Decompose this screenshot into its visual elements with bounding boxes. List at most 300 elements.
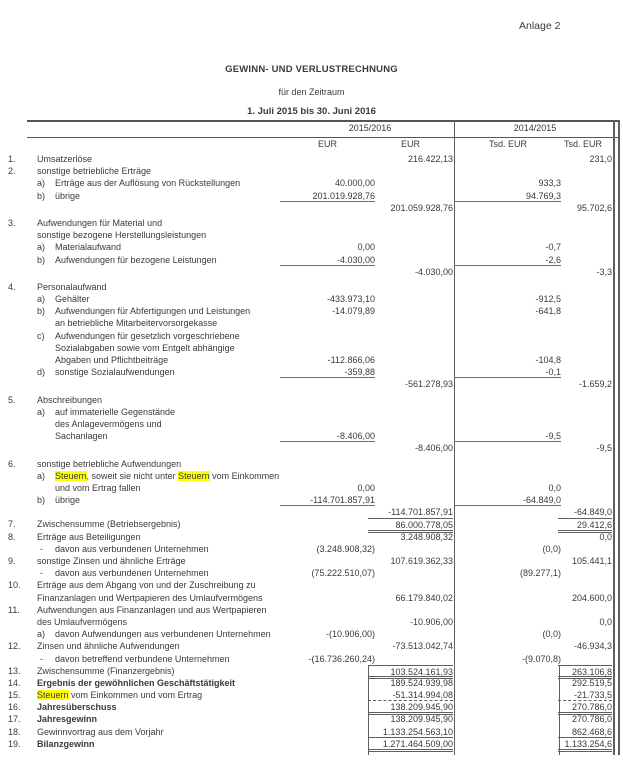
amount-col3: -0,7 bbox=[545, 242, 561, 253]
amount-col1 bbox=[280, 677, 375, 689]
amount-col2: -73.513.042,74 bbox=[392, 641, 453, 652]
item-label: Aufwendungen für bezogene Leistungen bbox=[55, 254, 217, 265]
amount-col2 bbox=[368, 470, 453, 482]
item-letter-marker: b) bbox=[37, 495, 46, 506]
item-label: und vom Ertrag fallen bbox=[55, 482, 141, 493]
amount-col1: -14.079,89 bbox=[331, 306, 375, 317]
statement-row bbox=[0, 482, 623, 494]
amount-col4 bbox=[558, 628, 612, 640]
item-number: 2. bbox=[8, 166, 16, 177]
amount-col2: 103.524.161,93 bbox=[368, 665, 453, 677]
amount-col4 bbox=[558, 229, 612, 241]
amount-col2 bbox=[368, 653, 453, 665]
amount-col1 bbox=[280, 689, 375, 701]
amount-col1 bbox=[280, 738, 375, 750]
amount-col4 bbox=[558, 430, 612, 442]
item-label: Gewinnvortrag aus dem Vorjahr bbox=[37, 726, 164, 737]
item-number: 16. bbox=[8, 702, 21, 713]
amount-col2 bbox=[368, 177, 453, 189]
item-label: des Umlaufvermögens bbox=[37, 616, 128, 627]
amount-col2 bbox=[368, 317, 453, 329]
item-number: 4. bbox=[8, 281, 16, 292]
amount-col4 bbox=[558, 579, 612, 591]
amount-col1 bbox=[280, 330, 375, 342]
statement-row bbox=[0, 217, 623, 229]
amount-col4 bbox=[558, 330, 612, 342]
item-letter-marker: b) bbox=[37, 254, 46, 265]
unit-label-eur-1: EUR bbox=[317, 139, 337, 149]
item-number: 6. bbox=[8, 458, 16, 469]
amount-col2 bbox=[368, 281, 453, 293]
amount-col4: 292.519,5 bbox=[571, 677, 612, 688]
amount-col2: -10.906,00 bbox=[409, 616, 453, 627]
amount-col1: -8.406,00 bbox=[280, 430, 375, 442]
statement-row bbox=[0, 254, 623, 266]
amount-col3 bbox=[455, 726, 561, 738]
statement-row bbox=[0, 604, 623, 616]
statement-row bbox=[0, 394, 623, 406]
amount-col2 bbox=[368, 418, 453, 430]
item-number: 11. bbox=[8, 604, 20, 615]
amount-col4 bbox=[558, 604, 612, 616]
amount-col2: 86.000.778,05 bbox=[368, 518, 453, 530]
amount-col2 bbox=[368, 628, 453, 640]
item-label: sonstige bezogene Herstellungsleistungen bbox=[37, 230, 207, 241]
statement-row bbox=[0, 701, 623, 713]
amount-col4: -3,3 bbox=[596, 266, 612, 277]
statement-row bbox=[0, 567, 623, 579]
amount-col1: -(16.736.260,24) bbox=[308, 653, 375, 664]
amount-col2 bbox=[368, 406, 453, 418]
amount-col4 bbox=[558, 190, 612, 202]
item-letter-marker: a) bbox=[37, 178, 46, 189]
item-label: Sozialabgaben sowie vom Entgelt abhängige bbox=[55, 342, 235, 353]
item-label: Aufwendungen für gesetzlich vorgeschriebene bbox=[55, 330, 240, 341]
amount-col3 bbox=[455, 202, 561, 214]
column-divider-line bbox=[454, 120, 455, 755]
amount-col1 bbox=[280, 555, 375, 567]
amount-col1 bbox=[280, 531, 375, 543]
item-number: 8. bbox=[8, 531, 16, 542]
amount-col3 bbox=[455, 229, 561, 241]
item-letter-marker: a) bbox=[37, 242, 46, 253]
amount-col4: -21.733,5 bbox=[558, 689, 612, 701]
amount-col4 bbox=[558, 217, 612, 229]
amount-col1 bbox=[280, 153, 375, 165]
amount-col1 bbox=[280, 701, 375, 713]
amount-col1 bbox=[280, 579, 375, 591]
statement-row bbox=[0, 543, 623, 555]
table-top-rule bbox=[27, 120, 618, 122]
statement-row bbox=[0, 241, 623, 253]
item-number: 1. bbox=[8, 154, 16, 164]
amount-col2: 1.133.254.563,10 bbox=[368, 726, 453, 738]
amount-col4 bbox=[558, 281, 612, 293]
amount-col3 bbox=[455, 689, 561, 701]
item-label: sonstige betriebliche Erträge bbox=[37, 166, 152, 177]
amount-col2: 201.059.928,76 bbox=[390, 202, 453, 213]
item-label: an betriebliche Mitarbeitervorsorgekasse bbox=[55, 318, 218, 329]
amount-col4: 263.106,8 bbox=[558, 665, 612, 677]
amount-col2: 138.209.945,90 bbox=[368, 701, 453, 713]
amount-col2 bbox=[368, 604, 453, 616]
amount-col4 bbox=[558, 543, 612, 555]
amount-col3: -0,1 bbox=[455, 366, 561, 378]
amount-col3 bbox=[455, 592, 561, 604]
amount-col1 bbox=[280, 592, 375, 604]
item-label: Bilanzgewinn bbox=[37, 738, 95, 749]
item-number: 12. bbox=[8, 641, 21, 652]
amount-col4: -9,5 bbox=[596, 443, 612, 454]
amount-col4 bbox=[558, 293, 612, 305]
amount-col2: 138.209.945,90 bbox=[390, 714, 453, 725]
amount-col3 bbox=[455, 330, 561, 342]
unit-label-tsd-eur-1: Tsd. EUR bbox=[488, 139, 527, 149]
amount-col2 bbox=[368, 217, 453, 229]
item-number: 18. bbox=[8, 726, 21, 737]
amount-col3 bbox=[455, 506, 561, 518]
amount-col1: 0,00 bbox=[357, 242, 375, 253]
amount-col3 bbox=[455, 604, 561, 616]
statement-row bbox=[0, 266, 623, 278]
statement-row bbox=[0, 442, 623, 454]
amount-col4 bbox=[558, 354, 612, 366]
item-label: sonstige Sozialaufwendungen bbox=[55, 367, 175, 378]
item-label: sonstige Zinsen und ähnliche Erträge bbox=[37, 556, 186, 566]
amount-col1 bbox=[280, 281, 375, 293]
item-label: Steuern vom Einkommen und vom Ertrag bbox=[37, 690, 203, 701]
amount-col2 bbox=[368, 567, 453, 579]
statement-row bbox=[0, 555, 623, 567]
amount-col3: -2,6 bbox=[455, 254, 561, 266]
item-label: Aufwendungen für Abfertigungen und Leistungen bbox=[55, 306, 251, 317]
unit-label-tsd-eur-2: Tsd. EUR bbox=[563, 139, 602, 149]
amount-col3 bbox=[455, 418, 561, 430]
amount-col1 bbox=[280, 640, 375, 652]
amount-col1 bbox=[280, 266, 375, 278]
item-number: 9. bbox=[8, 556, 16, 566]
item-letter-marker: a) bbox=[37, 294, 46, 305]
amount-col3 bbox=[455, 531, 561, 543]
amount-col2 bbox=[368, 241, 453, 253]
davon-dash-marker: - bbox=[40, 568, 43, 579]
statement-row bbox=[0, 470, 623, 482]
amount-col3 bbox=[455, 713, 561, 725]
amount-col4: 862.468,6 bbox=[558, 726, 612, 738]
amount-col2 bbox=[368, 254, 453, 266]
amount-col1 bbox=[280, 470, 375, 482]
amount-col3: (0,0) bbox=[542, 629, 561, 640]
column-group-prior-year: 2014/2015 bbox=[513, 123, 557, 133]
item-label: Jahresüberschuss bbox=[37, 702, 117, 713]
statement-row bbox=[0, 628, 623, 640]
statement-row bbox=[0, 153, 623, 165]
amount-col1: -114.701.857,91 bbox=[280, 494, 375, 506]
amount-col3 bbox=[455, 378, 561, 390]
item-label: Ergebnis der gewöhnlichen Geschäftstätigkeit bbox=[37, 677, 236, 688]
amount-col3 bbox=[455, 665, 561, 677]
statement-row bbox=[0, 305, 623, 317]
amount-col3 bbox=[455, 317, 561, 329]
amount-col4 bbox=[558, 567, 612, 579]
amount-col2 bbox=[368, 482, 453, 494]
statement-rows bbox=[0, 153, 623, 750]
amount-col1 bbox=[280, 442, 375, 454]
item-label: davon betreffend verbundene Unternehmen bbox=[55, 653, 230, 664]
statement-row bbox=[0, 506, 623, 518]
amount-col4 bbox=[558, 366, 612, 378]
amount-col1 bbox=[280, 665, 375, 677]
period-intro: für den Zeitraum bbox=[278, 87, 345, 97]
amount-col4: -64.849,0 bbox=[573, 507, 612, 518]
amount-col2 bbox=[368, 354, 453, 366]
amount-col4: 204.600,0 bbox=[571, 592, 612, 603]
item-label: Erträge aus Beteiligungen bbox=[37, 531, 141, 542]
amount-col4 bbox=[558, 406, 612, 418]
amount-col1 bbox=[280, 713, 375, 725]
amount-col2 bbox=[368, 494, 453, 506]
amount-col4 bbox=[558, 342, 612, 354]
amount-col3: 94.769,3 bbox=[455, 190, 561, 202]
statement-row bbox=[0, 430, 623, 442]
amount-col2: 3.248.908,32 bbox=[400, 531, 453, 542]
amount-col1: 201.019.928,76 bbox=[280, 190, 375, 202]
amount-col1: (75.222.510,07) bbox=[311, 568, 375, 579]
amount-col2 bbox=[368, 229, 453, 241]
amount-col4 bbox=[558, 458, 612, 470]
amount-col4: 270.786,0 bbox=[571, 714, 612, 725]
amount-col1: -359,88 bbox=[280, 366, 375, 378]
amount-col3 bbox=[455, 579, 561, 591]
amount-col3 bbox=[455, 165, 561, 177]
amount-col3 bbox=[455, 342, 561, 354]
amount-col3 bbox=[455, 266, 561, 278]
amount-col1: -112.866,06 bbox=[327, 355, 375, 365]
statement-row bbox=[0, 531, 623, 543]
amount-col3 bbox=[455, 470, 561, 482]
right-border-inner-line bbox=[613, 120, 615, 755]
statement-row bbox=[0, 293, 623, 305]
amount-col2 bbox=[368, 342, 453, 354]
amount-col2 bbox=[368, 394, 453, 406]
amount-col3 bbox=[455, 555, 561, 567]
statement-row bbox=[0, 726, 623, 738]
amount-col3 bbox=[455, 406, 561, 418]
amount-col2 bbox=[368, 305, 453, 317]
statement-row bbox=[0, 229, 623, 241]
item-label: übrige bbox=[55, 495, 81, 506]
item-letter-marker: b) bbox=[37, 306, 46, 317]
statement-row bbox=[0, 579, 623, 591]
summary-box-left-line-tsd bbox=[559, 665, 560, 755]
amount-col3 bbox=[455, 616, 561, 628]
amount-col4: 95.702,6 bbox=[576, 202, 612, 213]
amount-col4: 270.786,0 bbox=[558, 701, 612, 713]
statement-row bbox=[0, 366, 623, 378]
amount-col4 bbox=[558, 177, 612, 189]
amount-col1: -(10.906,00) bbox=[325, 629, 375, 640]
item-label: Personalaufwand bbox=[37, 281, 107, 292]
item-letter-marker: c) bbox=[37, 330, 45, 341]
amount-col2 bbox=[368, 579, 453, 591]
amount-col2: -51.314.994,08 bbox=[368, 689, 453, 701]
amount-col3 bbox=[455, 677, 561, 689]
amount-col4: -1.659,2 bbox=[578, 379, 612, 390]
amount-col3 bbox=[455, 153, 561, 165]
amount-col2 bbox=[368, 430, 453, 442]
amount-col3 bbox=[455, 640, 561, 652]
amount-col1: (3.248.908,32) bbox=[316, 543, 375, 554]
amount-col2: -114.701.857,91 bbox=[388, 507, 453, 518]
amount-col1 bbox=[280, 378, 375, 390]
amount-col4: 1.133.254,6 bbox=[558, 738, 612, 750]
amount-col4: -46.934,3 bbox=[573, 641, 612, 652]
item-label: übrige bbox=[55, 190, 81, 201]
item-label: sonstige betriebliche Aufwendungen bbox=[37, 458, 182, 469]
amount-col2: -4.030,00 bbox=[414, 266, 453, 277]
amount-col3: -(9.070,8) bbox=[521, 653, 561, 664]
item-number: 3. bbox=[8, 217, 16, 228]
statement-row bbox=[0, 190, 623, 202]
davon-dash-marker: - bbox=[40, 653, 43, 664]
amount-col3 bbox=[455, 518, 561, 530]
amount-col3: (0,0) bbox=[542, 543, 561, 554]
item-label: Gehälter bbox=[55, 294, 90, 305]
item-number: 14. bbox=[8, 677, 21, 688]
amount-col3 bbox=[455, 701, 561, 713]
amount-col2 bbox=[368, 458, 453, 470]
statement-row bbox=[0, 354, 623, 366]
statement-row bbox=[0, 518, 623, 530]
item-label: Sachanlagen bbox=[55, 431, 108, 442]
amount-col1 bbox=[280, 342, 375, 354]
amount-col1 bbox=[280, 202, 375, 214]
amount-col1: 40.000,00 bbox=[334, 178, 375, 189]
statement-row bbox=[0, 458, 623, 470]
amount-col1 bbox=[280, 506, 375, 518]
amount-col1 bbox=[280, 604, 375, 616]
document-title: GEWINN- UND VERLUSTRECHNUNG bbox=[225, 64, 398, 75]
davon-dash-marker: - bbox=[40, 543, 43, 554]
amount-col1: -433.973,10 bbox=[326, 294, 375, 305]
amount-col4 bbox=[558, 165, 612, 177]
amount-col2 bbox=[368, 293, 453, 305]
statement-row bbox=[0, 317, 623, 329]
statement-row bbox=[0, 165, 623, 177]
statement-row bbox=[0, 713, 623, 725]
amount-col3: 0,0 bbox=[548, 482, 561, 493]
amount-col4 bbox=[558, 482, 612, 494]
item-letter-marker: a) bbox=[37, 470, 46, 481]
highlighted-term: Steuern bbox=[178, 470, 210, 481]
amount-col1 bbox=[280, 458, 375, 470]
statement-row bbox=[0, 616, 623, 628]
statement-row bbox=[0, 418, 623, 430]
amount-col4 bbox=[558, 241, 612, 253]
item-label: davon aus verbundenen Unternehmen bbox=[55, 543, 209, 554]
amount-col1: 0,00 bbox=[357, 482, 375, 493]
item-label: Zinsen und ähnliche Aufwendungen bbox=[37, 641, 180, 652]
statement-row bbox=[0, 378, 623, 390]
item-label: auf immaterielle Gegenstände bbox=[55, 406, 176, 417]
amount-col4: 29.412,6 bbox=[558, 518, 612, 530]
item-letter-marker: a) bbox=[37, 406, 46, 417]
amount-col3: (89.277,1) bbox=[519, 568, 561, 579]
amount-col4 bbox=[558, 470, 612, 482]
amount-col2: 216.422,13 bbox=[407, 154, 453, 164]
amount-col4: 231,0 bbox=[589, 154, 612, 164]
item-number: 19. bbox=[8, 738, 21, 749]
item-number: 10. bbox=[8, 580, 21, 591]
statement-row bbox=[0, 494, 623, 506]
amount-col1 bbox=[280, 317, 375, 329]
amount-col4 bbox=[558, 317, 612, 329]
amount-col3 bbox=[455, 281, 561, 293]
statement-row bbox=[0, 689, 623, 701]
statement-row bbox=[0, 665, 623, 677]
amount-col3 bbox=[455, 217, 561, 229]
amount-col1 bbox=[280, 616, 375, 628]
amount-col1 bbox=[280, 217, 375, 229]
amount-col2: 1.271.464.509,00 bbox=[368, 738, 453, 750]
amount-col4: 0,0 bbox=[599, 616, 612, 627]
summary-box-left-line-eur bbox=[368, 665, 369, 755]
item-label: Abschreibungen bbox=[37, 394, 103, 405]
table-header-rule bbox=[27, 137, 618, 138]
amount-col2: 107.619.362,33 bbox=[390, 556, 453, 566]
amount-col3: 933,3 bbox=[538, 178, 561, 189]
item-label: Zwischensumme (Betriebsergebnis) bbox=[37, 519, 181, 530]
amount-col1 bbox=[280, 229, 375, 241]
amount-col2 bbox=[368, 543, 453, 555]
right-border-outer-line bbox=[618, 120, 620, 755]
highlighted-term: Steuern bbox=[37, 690, 69, 701]
amount-col1 bbox=[280, 518, 375, 530]
amount-col1 bbox=[280, 418, 375, 430]
item-number: 15. bbox=[8, 690, 21, 701]
item-number: 13. bbox=[8, 665, 21, 676]
item-label: davon Aufwendungen aus verbundenen Unternehmen bbox=[55, 629, 271, 640]
statement-row bbox=[0, 177, 623, 189]
highlighted-term: Steuern bbox=[55, 470, 87, 481]
item-letter-marker: d) bbox=[37, 367, 46, 378]
item-label: Materialaufwand bbox=[55, 242, 122, 253]
unit-label-eur-2: EUR bbox=[400, 139, 420, 149]
amount-col3 bbox=[455, 738, 561, 750]
amount-col2: 66.179.840,02 bbox=[395, 592, 453, 603]
amount-col3: -641,8 bbox=[535, 306, 561, 317]
amount-col4 bbox=[558, 418, 612, 430]
amount-col3: -104,8 bbox=[535, 355, 561, 365]
amount-col1: -4.030,00 bbox=[280, 254, 375, 266]
amount-col4 bbox=[558, 394, 612, 406]
amount-col4: 0,0 bbox=[599, 531, 612, 542]
amount-col4 bbox=[558, 305, 612, 317]
amount-col4 bbox=[558, 494, 612, 506]
statement-row bbox=[0, 592, 623, 604]
statement-row bbox=[0, 406, 623, 418]
item-label: Jahresgewinn bbox=[37, 714, 98, 725]
amount-col2 bbox=[368, 165, 453, 177]
item-number: 7. bbox=[8, 519, 16, 530]
amount-col3 bbox=[455, 442, 561, 454]
statement-row bbox=[0, 653, 623, 665]
item-label: Finanzanlagen und Wertpapieren des Umlaufvermögens bbox=[37, 592, 263, 603]
amount-col2 bbox=[368, 366, 453, 378]
amount-col2 bbox=[368, 330, 453, 342]
item-label: Aufwendungen für Material und bbox=[37, 217, 163, 228]
amount-col4 bbox=[558, 254, 612, 266]
